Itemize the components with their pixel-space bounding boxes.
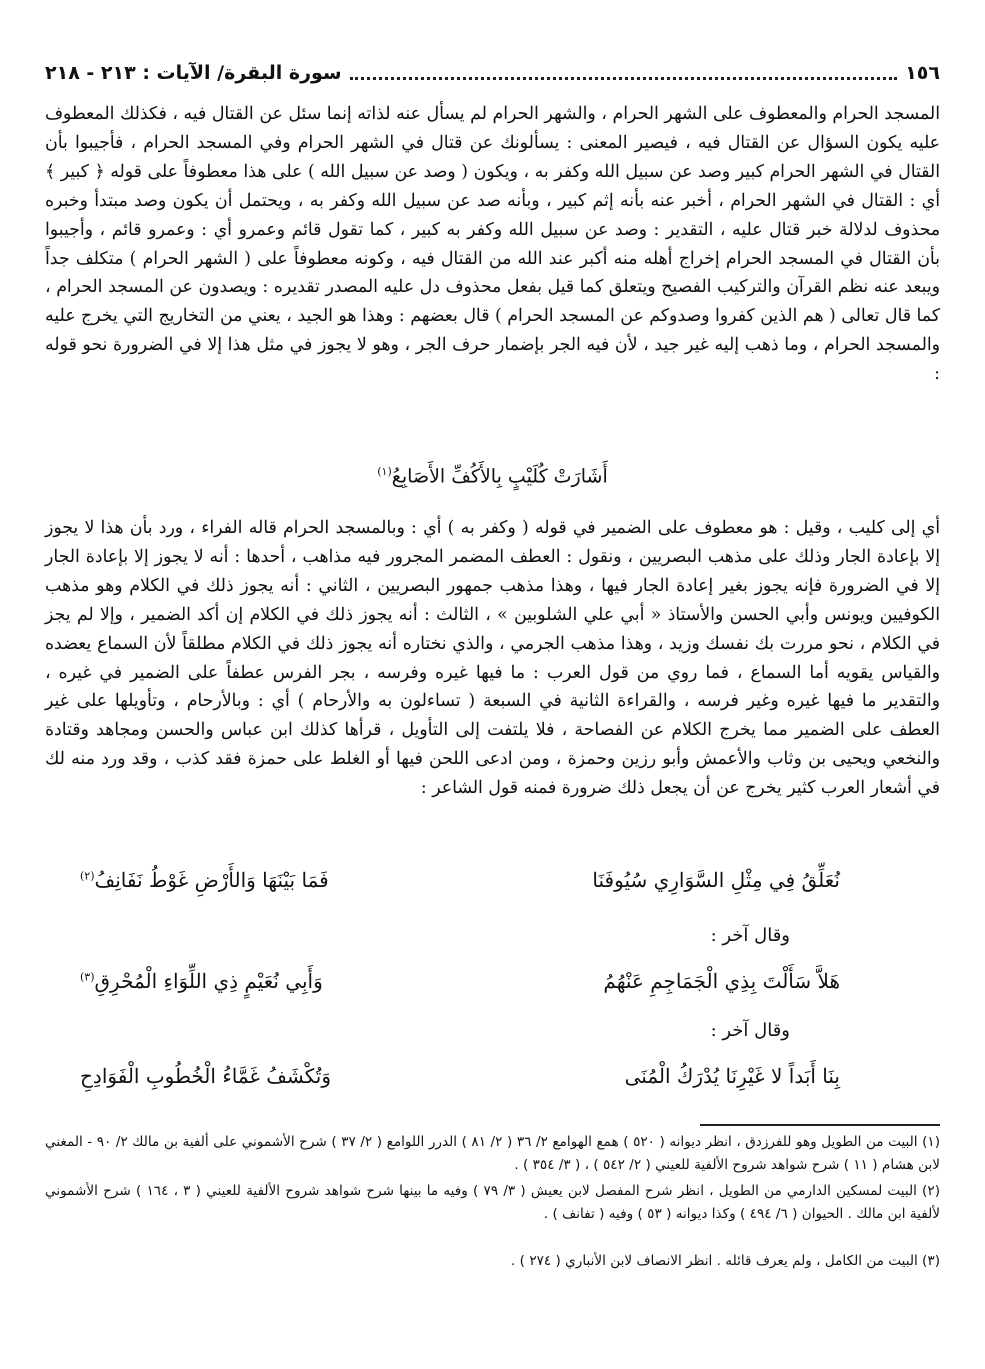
header-dotted-leader — [350, 77, 898, 80]
poem-line-1-first: نُعَلِّقُ فِي مِثْلِ السَّوَارِي سُيُوفَنَا — [592, 868, 840, 892]
surah-title: سورة البقرة/ الآيات : ٢١٣ - ٢١٨ — [45, 62, 342, 84]
poem-line-3 — [80, 1064, 840, 1088]
poem-line-3-first: بِنَا أَبَداً لا غَيْرِنَا يُدْرَكُ الْمُنَى — [624, 1064, 840, 1088]
page-header — [45, 58, 940, 88]
poem-line-2-second-text: وَأَبِي نُعَيْمٍ ذِي اللِّوَاءِ الْمُحْرِقِ — [94, 969, 323, 993]
poem-line-2 — [80, 969, 840, 993]
footnote-1: (١) البيت من الطويل وهو للفرزدق ، انظر ديوانه ( ٥٢٠ ) همع الهوامع ٢/ ٣٦ ( ٢/ ٨١ ) الدرر اللوامع ( ٢/ ٣٧ ) شرح الأشموني على ألفية بن مالك ٢/ ٩٠ - المغني لابن هشام ( ١١ ) شرح شواهد شروح الألفية للعيني ( ٢/ ٥٤٢ ) ، ( ٣/ ٣٥٤ ) . — [45, 1134, 941, 1173]
footnote-ref-2: (٢) — [80, 869, 95, 883]
poem-line-2-first: هَلاَّ سَأَلْتَ بِذِي الْجَمَاجِمِ عَنْهُمُ — [603, 969, 840, 993]
poem-line-1-second — [80, 868, 329, 892]
quoted-verse — [45, 465, 940, 487]
poem-line-2-second — [80, 969, 323, 993]
quoted-verse-text: أَشَارَتْ كُلَيْبٍ بِالأَكُفِّ الأَصَابِعُ — [391, 465, 608, 488]
poem-line-1 — [80, 868, 840, 892]
footnote-3: (٣) البيت من الكامل ، ولم يعرف قائله . انظر الانصاف لابن الأنباري ( ٢٧٤ ) . — [511, 1253, 940, 1269]
paragraph-2: أي إلى كليب ، وقيل : هو معطوف على الضمير في قوله ( وكفر به ) أي : وبالمسجد الحرام قاله الفراء ، ورد بأن هذا لا يجوز إلا بإعادة الجار وذلك على مذهب البصريين ، ونقول : العطف المضمر المجرور فيه مذاهب ، أحدها : أنه لا يجوز إلا بإعادة الجار إلا في الضرورة فإنه يجوز بغير إعادة الجار فيها ، وهذا مذهب جمهور البصريين ، الثاني : أنه يجوز ذلك في الكلام وهو مذهب الكوفيين ويونس وأبي الحسن والأستاذ « أبي علي الشلوبين » ، الثالث : أنه يجوز ذلك في الكلام إن أكد الضمير ، وإلا لم يجز في الكلام ، نحو مررت بك نفسك وزيد ، وهذا مذهب الجرمي ، والذي نختاره أنه يجوز ذلك في الكلام مطلقاً لأن السماع يعضده والقياس يقويه أما السماع ، فما روي من قول العرب : ما فيها غيره وفرسه ، بجر الفرس عطفاً على الضمير في غيره ، والتقدير ما فيها غيره وغير فرسه ، والقراءة الثانية في السبعة ( تساءلون به والأرحام ) أي : وبالأرحام ، وتأويلها على غير العطف على الضمير مما يخرج الكلام عن الفصاحة ، فلا يلتفت إلى التأويل ، قرأها كذلك ابن عباس والحسن ومجاهد وقتادة والنخعي ويحيى بن وثاب والأعمش وأبو رزين وحمزة ، ومن ادعى اللحن فيها أو الغلط على حمزة فقد كذب ، وقد ورد منه لك في أشعار العرب كثير يخرج عن أن يجعل ذلك ضرورة فمنه قول الشاعر : — [45, 518, 940, 799]
footnote-ref-1: (١) — [377, 465, 392, 478]
page-number: ١٥٦ — [905, 62, 940, 84]
footnote-ref-3: (٣) — [80, 970, 95, 984]
said-another-1: وقال آخر : — [710, 925, 790, 946]
said-another-2: وقال آخر : — [710, 1020, 790, 1041]
poem-line-3-second: وَتُكْشَفُ غَمَّاءُ الْخُطُوبِ الْفَوَادِحِ — [80, 1064, 332, 1088]
poem-line-1-second-text: فَمَا بَيْنَهَا وَالأَرْضِ غَوْطُ نَفَانِفُ — [94, 868, 329, 892]
paragraph-1: المسجد الحرام والمعطوف على الشهر الحرام ، والشهر الحرام لم يسأل عنه لذاته إنما سئل عن القتال فيه ، فكذلك المعطوف عليه يكون السؤال عن القتال فيه ، فيصير المعنى : يسألونك عن قتال في الشهر الحرام وفي المسجد الحرام ، فأجيبوا بأن القتال في الشهر الحرام كبير وصد عن سبيل الله وكفر به ، ويكون ( وصد عن سبيل الله ) على هذا معطوفاً على قوله ﴿ كبير ﴾ أي : القتال في الشهر الحرام ، أخبر عنه بأنه إثم كبير ، وبأنه صد عن سبيل الله وكفر به ، ويحتمل أن يكون وصد مبتدأ وخبره محذوف لدلالة خبر قتال عليه ، التقدير : وصد عن سبيل الله وكفر به كبير ، كما تقول قائم وعمرو أي : وعمرو قائم ، وأجيبوا بأن القتال في المسجد الحرام إخراج أهله منه أكبر عند الله من القتال فيه ، وكونه معطوفاً على ( الشهر الحرام ) متكلف جداً ويبعد عنه نظم القرآن والتركيب الفصيح ويتعلق كما قيل بفعل محذوف دل عليه المصدر تقديره : ويصدون عن المسجد الحرام ، كما قال تعالى ( هم الذين كفروا وصدوكم عن المسجد الحرام ) قال بعضهم : وهذا هو الجيد ، يعني من التخاريج التي يخرج عليه والمسجد الحرام ، وما ذهب إليه غير جيد ، لأن فيه الجر بإضمار حرف الجر ، وهو لا يجوز في مثل هذا إلا في الضرورة نحو قوله : — [45, 104, 940, 385]
footnote-2: (٢) البيت لمسكين الدارمي من الطويل ، انظر شرح المفصل لابن يعيش ( ٣/ ٧٩ ) وفيه ما بينها شرح شواهد شروح الألفية للعيني ( ٣ ، ١٦٤ ) شرح الأشموني لألفية ابن مالك . الحيوان ( ٦/ ٤٩٤ ) وكذا ديوانه ( ٥٣ ) وفيه ( تفانف ) . — [45, 1183, 940, 1222]
footnote-separator — [700, 1124, 940, 1126]
